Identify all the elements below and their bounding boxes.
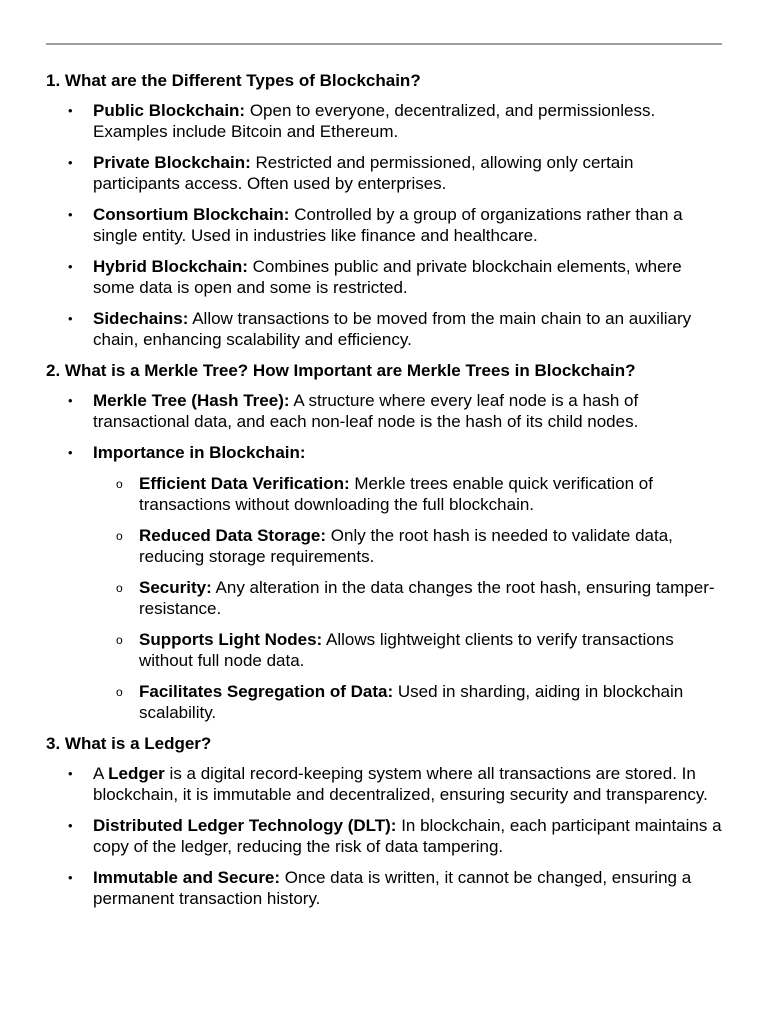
section-heading: 3. What is a Ledger?	[46, 734, 212, 753]
circle-bullet-icon: o	[116, 685, 123, 699]
section-heading: 2. What is a Merkle Tree? How Important are Merkle Trees in Blockchain?	[46, 361, 636, 380]
term: Ledger	[108, 764, 165, 783]
term: Hybrid Blockchain:	[93, 257, 248, 276]
term: Merkle Tree (Hash Tree):	[93, 391, 290, 410]
definition: Controlled by a group of organizations rather than a single entity. Used in industries like finance and healthcare.	[93, 205, 683, 245]
definition: Once data is written, it cannot be changed, ensuring a permanent transaction history.	[93, 868, 692, 908]
term: Reduced Data Storage:	[139, 526, 327, 545]
list-item	[46, 390, 722, 432]
circle-bullet-icon: o	[116, 529, 123, 543]
sub-list-item	[93, 577, 722, 619]
term: Consortium Blockchain:	[93, 205, 290, 224]
bullet-list	[46, 390, 722, 723]
list-item	[46, 308, 722, 350]
sub-bullet-list	[93, 473, 722, 723]
term: Distributed Ledger Technology (DLT):	[93, 816, 397, 835]
sub-list-item	[93, 473, 722, 515]
bullet-icon: •	[68, 259, 73, 274]
circle-bullet-icon: o	[116, 477, 123, 491]
term: Supports Light Nodes:	[139, 630, 323, 649]
section-blockchain-types	[46, 70, 722, 350]
list-item	[46, 815, 722, 857]
term: Security:	[139, 578, 212, 597]
term: Importance in Blockchain:	[93, 443, 306, 462]
bullet-icon: •	[68, 393, 73, 408]
definition: Open to everyone, decentralized, and permissionless. Examples include Bitcoin and Ethereum.	[93, 101, 656, 141]
sub-list-item	[93, 681, 722, 723]
bullet-list	[46, 100, 722, 350]
list-item	[46, 442, 722, 723]
document-body	[46, 70, 722, 919]
bullet-icon: •	[68, 818, 73, 833]
circle-bullet-icon: o	[116, 581, 123, 595]
sub-list-item	[93, 525, 722, 567]
definition: Merkle trees enable quick verification of transactions without downloading the full blockchain.	[139, 474, 653, 514]
definition: Allow transactions to be moved from the main chain to an auxiliary chain, enhancing scalability and efficiency.	[93, 309, 692, 349]
bullet-icon: •	[68, 103, 73, 118]
definition: In blockchain, each participant maintains a copy of the ledger, reducing the risk of data tampering.	[93, 816, 722, 856]
bullet-icon: •	[68, 207, 73, 222]
definition: Restricted and permissioned, allowing only certain participants access. Often used by enterprises.	[93, 153, 634, 193]
definition: Allows lightweight clients to verify transactions without full node data.	[139, 630, 674, 670]
definition: Only the root hash is needed to validate data, reducing storage requirements.	[139, 526, 673, 566]
horizontal-rule	[46, 43, 722, 45]
definition-prefix: A	[93, 764, 109, 783]
bullet-icon: •	[68, 311, 73, 326]
term: Immutable and Secure:	[93, 868, 281, 887]
bullet-list	[46, 763, 722, 909]
bullet-icon: •	[68, 155, 73, 170]
list-item	[46, 256, 722, 298]
circle-bullet-icon: o	[116, 633, 123, 647]
definition: Used in sharding, aiding in blockchain scalability.	[139, 682, 684, 722]
term: Efficient Data Verification:	[139, 474, 350, 493]
list-item	[46, 763, 722, 805]
section-merkle-tree	[46, 360, 722, 723]
definition: Combines public and private blockchain elements, where some data is open and some is restricted.	[93, 257, 682, 297]
bullet-icon: •	[68, 445, 73, 460]
term: Private Blockchain:	[93, 153, 251, 172]
section-ledger	[46, 733, 722, 909]
sub-list-item	[93, 629, 722, 671]
definition: is a digital record-keeping system where all transactions are stored. In blockchain, it is immutable and decentralized, ensuring security and transparency.	[93, 764, 708, 804]
bullet-icon: •	[68, 766, 73, 781]
definition: Any alteration in the data changes the root hash, ensuring tamper-resistance.	[139, 578, 715, 618]
term: Sidechains:	[93, 309, 189, 328]
list-item	[46, 152, 722, 194]
bullet-icon: •	[68, 870, 73, 885]
list-item	[46, 867, 722, 909]
term: Public Blockchain:	[93, 101, 246, 120]
list-item	[46, 100, 722, 142]
list-item	[46, 204, 722, 246]
section-heading: 1. What are the Different Types of Blockchain?	[46, 71, 421, 90]
term: Facilitates Segregation of Data:	[139, 682, 394, 701]
definition: A structure where every leaf node is a hash of transactional data, and each non-leaf node is the hash of its child nodes.	[93, 391, 639, 431]
